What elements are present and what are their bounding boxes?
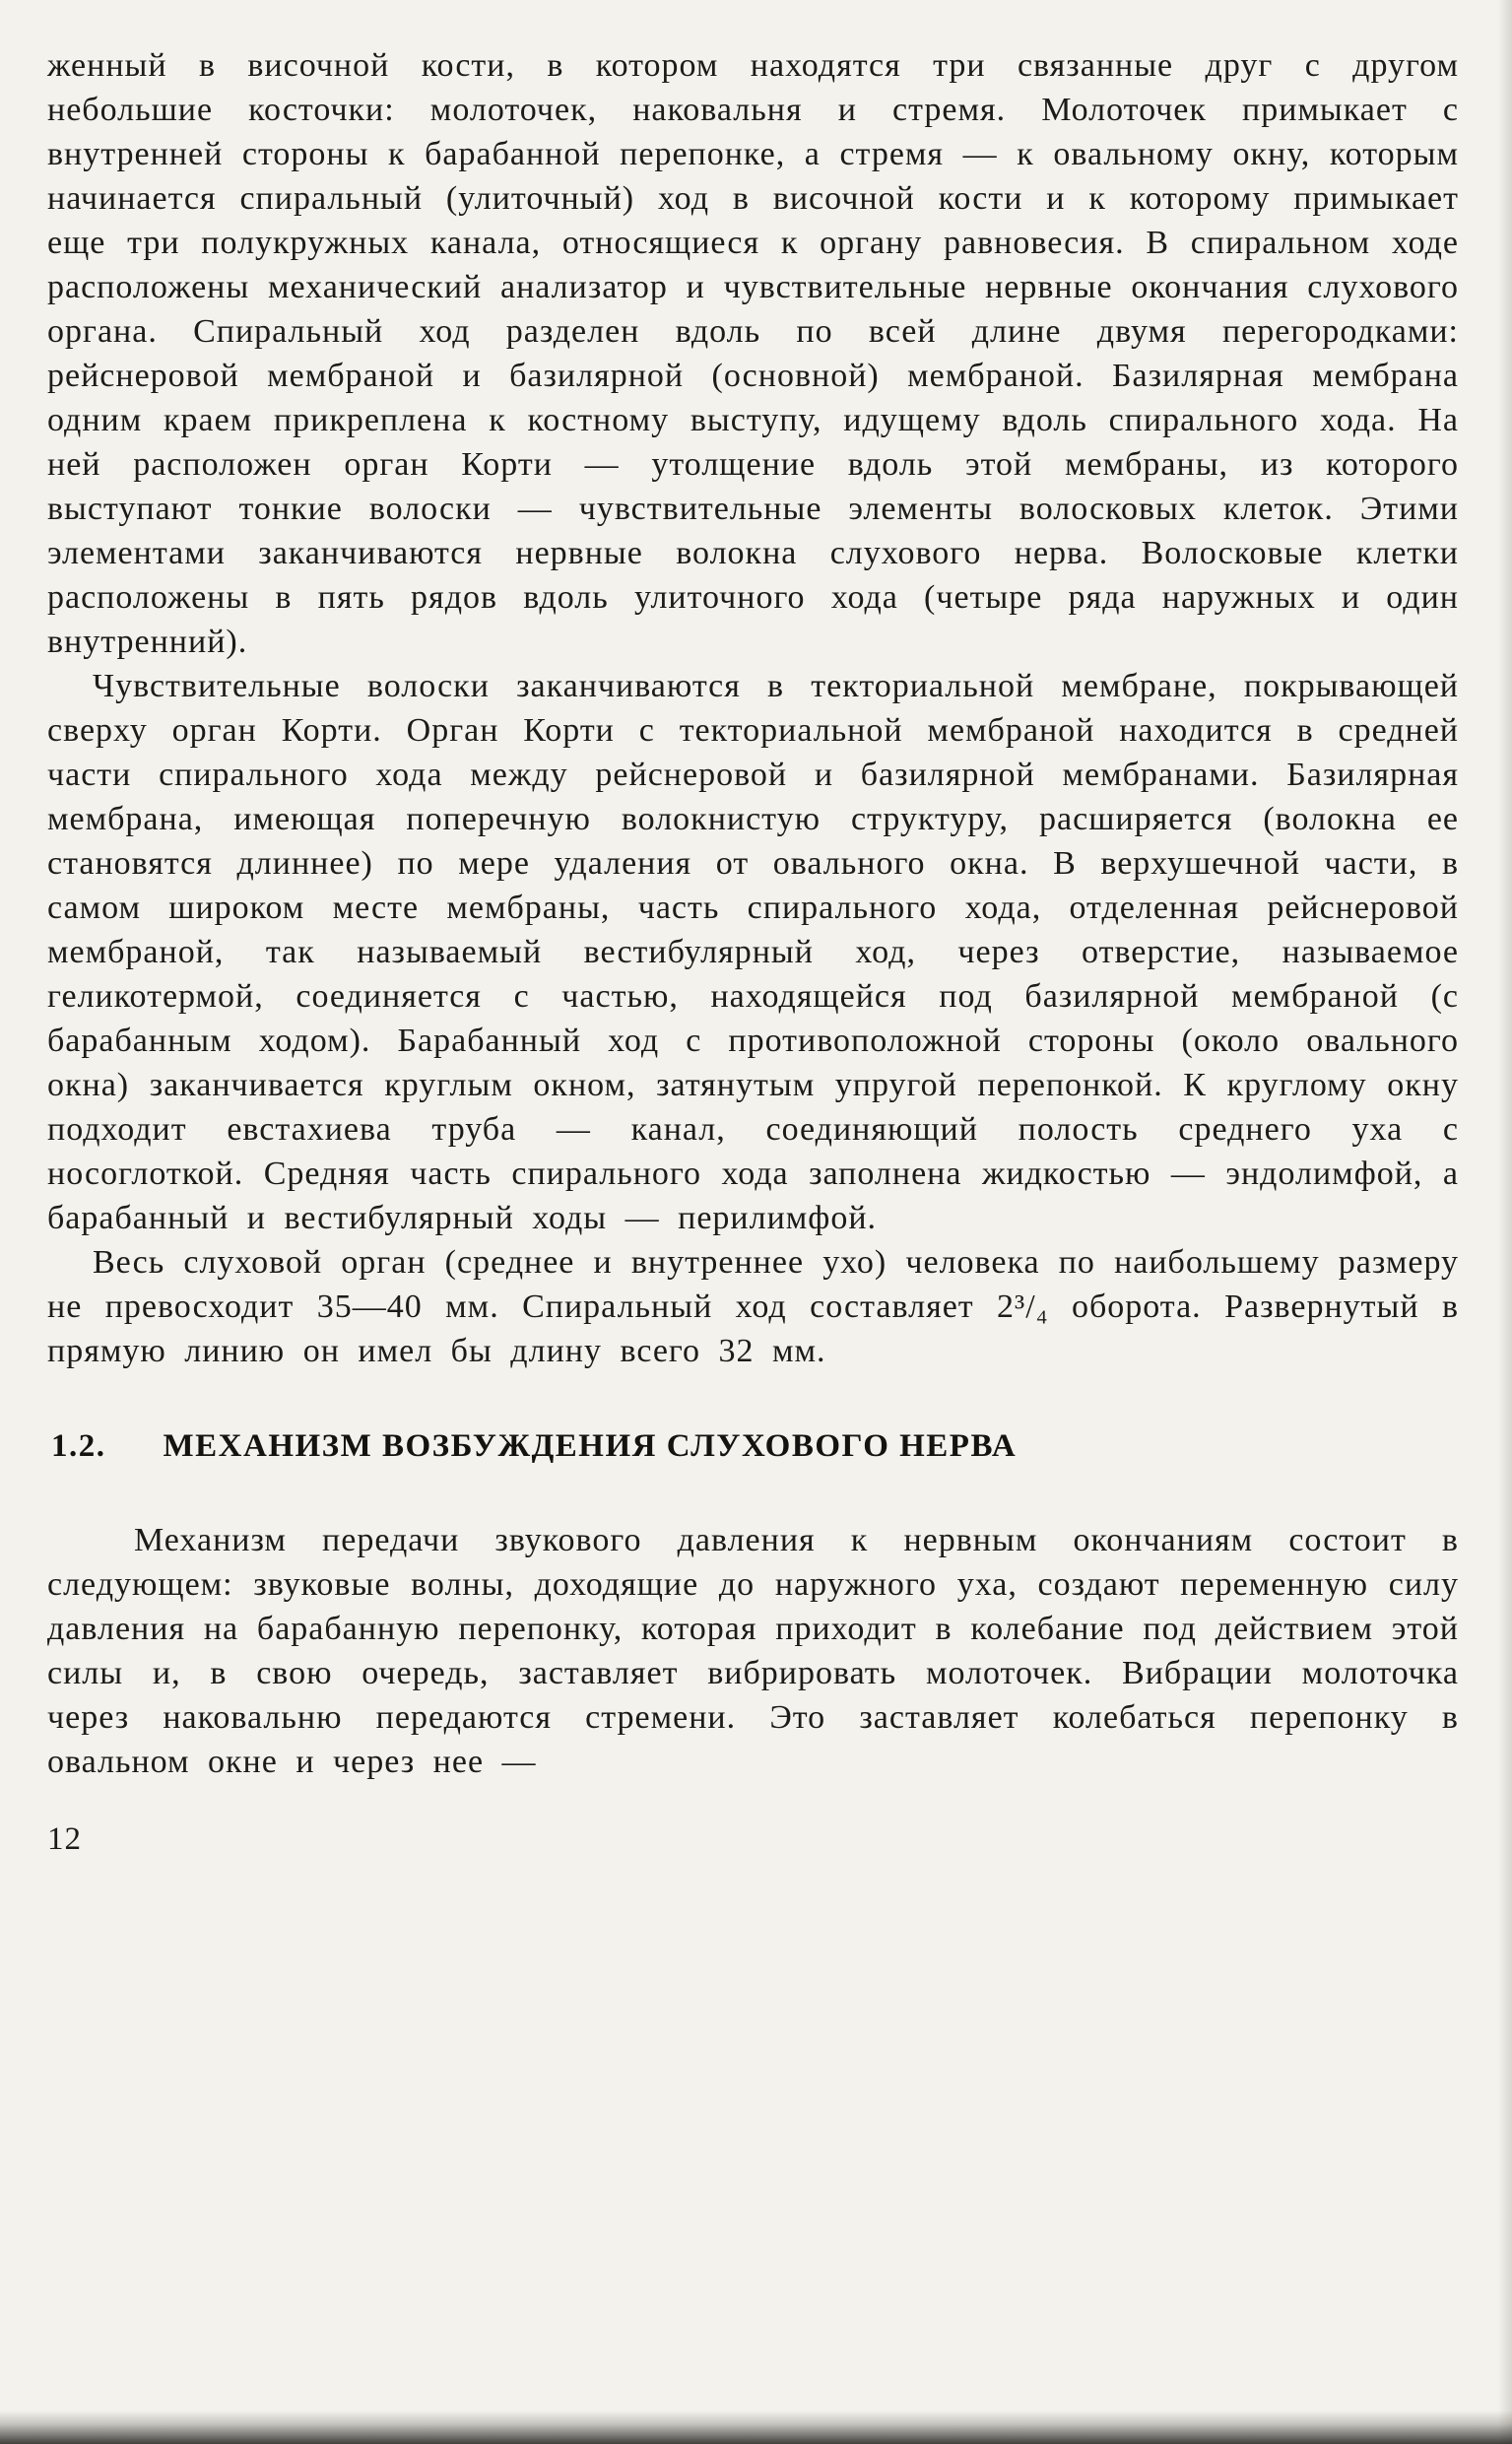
scan-edge-shade-right xyxy=(1498,0,1512,2444)
body-paragraph-1: женный в височной кости, в котором находятся три связанные друг с другом небольшие косточки: молоточек, наковальня и стремя. Молоточек примыкает с внутренней стороны к барабанной перепонке, а стремя — к овальному окну, которым начинается спиральный (улиточный) ход в височной кости и к которому примыкает еще три полукружных канала, относящиеся к органу равновесия. В спиральном ходе расположены механический анализатор и чувствительные нервные окончания слухового органа. Спиральный ход разделен вдоль по всей длине двумя перегородками: рейснеровой мембраной и базилярной (основной) мембраной. Базилярная мембрана одним краем прикреплена к костному выступу, идущему вдоль спирального хода. На ней расположен орган Корти — утолщение вдоль этой мембраны, из которого выступают тонкие волоски — чувствительные элементы волосковых клеток. Этими элементами заканчиваются нервные волокна слухового нерва. Волосковые клетки расположены в пять рядов вдоль улиточного хода (четыре ряда наружных и один внутренний). xyxy=(47,47,1459,660)
page-number: 12 xyxy=(47,1821,82,1857)
section-number: 1.2. xyxy=(51,1428,106,1464)
body-paragraph-3: Весь слуховой орган (среднее и внутреннее ухо) человека по наибольшему размеру не превосходит 35—40 мм. Спиральный ход составляет 2³/₄ оборота. Развернутый в прямую линию он имел бы длину всего 32 мм. xyxy=(47,1244,1459,1369)
section-title: МЕХАНИЗМ ВОЗБУЖДЕНИЯ СЛУХОВОГО НЕРВА xyxy=(163,1428,1018,1464)
section-heading xyxy=(51,1424,1459,1469)
body-paragraph-4: Механизм передачи звукового давления к нервным окончаниям состоит в следующем: звуковые волны, доходящие до наружного уха, создают переменную силу давления на барабанную перепонку, которая приходит в колебание под действием этой силы и, в свою очередь, заставляет вибрировать молоточек. Вибрации молоточка через наковальню передаются стремени. Это заставляет колебаться перепонку в овальном окне и через нее — xyxy=(47,1522,1459,1780)
scan-edge-shadow-bottom xyxy=(0,2411,1512,2444)
body-paragraph-2: Чувствительные волоски заканчиваются в текториальной мембране, покрывающей сверху орган Корти. Орган Корти с текториальной мембраной находится в средней части спирального хода между рейснеровой и базилярной мембранами. Базилярная мембрана, имеющая поперечную волокнистую структуру, расширяется (волокна ее становятся длиннее) по мере удаления от овального окна. В верхушечной части, в самом широком месте мембраны, часть спирального хода, отделенная рейснеровой мембраной, так называемый вестибулярный ход, через отверстие, называемое геликотермой, соединяется с частью, находящейся под базилярной мембраной (с барабанным ходом). Барабанный ход с противоположной стороны (около овального окна) заканчивается круглым окном, затянутым упругой перепонкой. К круглому окну подходит евстахиева труба — канал, соединяющий полость среднего уха с носоглоткой. Средняя часть спирального хода заполнена жидкостью — эндолимфой, а барабанный и вестибулярный ходы — перилимфой. xyxy=(47,668,1459,1236)
